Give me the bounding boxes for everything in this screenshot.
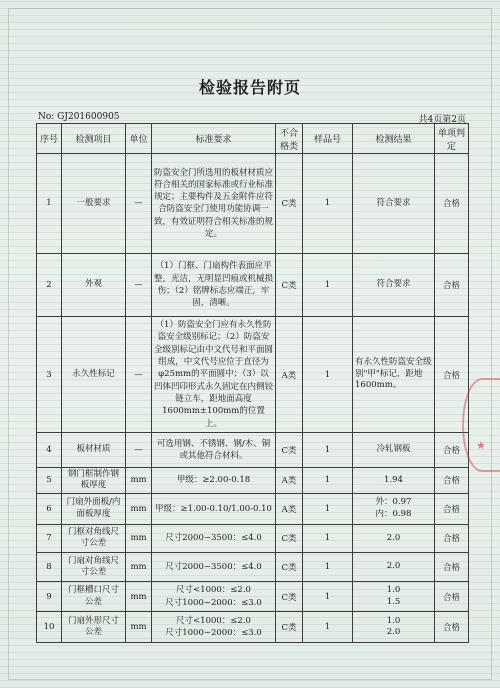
col-header-verdict: 单项判定 [435,124,469,154]
test-result: 有永久性防盗安全级别"甲"标记，距地1600mm。 [353,317,435,433]
test-result: 2.0 [353,524,435,553]
sample-number: 1 [303,433,353,468]
test-result: 2.0 [353,553,435,582]
table-row [37,581,469,612]
table-row [37,553,469,582]
standard-requirement: （1）防盗安全门应有永久性防盗安全级别标记；（2）防盗安全级别标记由中文代号和平面圆组成，中文代号应位于直径为φ25mm的平面圆中；（3）以凹体凹印形式永久固定在内侧铰链立车，距地面高度1600mm±100mm的位置上。 [152,317,276,433]
table-row [37,524,469,553]
test-result: 符合要求 [353,253,435,316]
inspection-stamp [462,378,500,472]
row-number: 7 [37,524,62,553]
item-verdict: 合格 [435,253,469,316]
item-verdict: 合格 [435,581,469,612]
sample-number: 1 [303,524,353,553]
unit: mm [126,581,152,612]
sample-number: 1 [303,467,353,493]
test-item: 门扇外面板/内面板厚度 [62,494,126,525]
test-result: 1.94 [353,467,435,493]
test-item: 门框对角线尺寸公差 [62,524,126,553]
standard-requirement: 甲级：≥2.00-0.18 [152,467,276,493]
test-item: 钢门框制作钢板厚度 [62,467,126,493]
unit: — [126,433,152,468]
nonconformity-class: C类 [276,612,303,643]
unit: mm [126,553,152,582]
col-header-requirement: 标准要求 [152,124,276,154]
unit: mm [126,612,152,643]
table-row [37,253,469,316]
test-item: 门扇对角线尺寸公差 [62,553,126,582]
item-verdict: 合格 [435,524,469,553]
unit: — [126,253,152,316]
sample-number: 1 [303,154,353,254]
unit: mm [126,524,152,553]
col-header-result: 检测结果 [353,124,435,154]
test-item: 门扇外形尺寸公差 [62,612,126,643]
table-row [37,433,469,468]
row-number: 9 [37,581,62,612]
item-verdict: 合格 [435,553,469,582]
sample-number: 1 [303,253,353,316]
test-item: 门框槽口尺寸公差 [62,581,126,612]
page-title: 检验报告附页 [198,78,301,97]
row-number: 2 [37,253,62,316]
nonconformity-class: A类 [276,467,303,493]
test-item: 永久性标记 [62,317,126,433]
test-result: 冷轧钢板 [353,433,435,468]
standard-requirement: （1）门框、门扇构件表面应平整，光洁，无明显凹痕或机械损伤；（2）铭牌标志应端正，牢固，清晰。 [152,253,276,316]
unit: — [126,154,152,254]
nonconformity-class: C类 [276,524,303,553]
sample-number: 1 [303,612,353,643]
row-number: 8 [37,553,62,582]
col-header-unit: 单位 [126,124,152,154]
col-header-class: 不合格类 [276,124,303,154]
test-item: 一般要求 [62,154,126,254]
table-row [37,467,469,493]
standard-requirement: 防盗安全门所选用的板材材质应符合相关的国家标准或行业标准规定；主要构件及五金附件应符合防盗安全门使用功能协调一致，有效证明符合相关标准的规定。 [152,154,276,254]
row-number: 10 [37,612,62,643]
nonconformity-class: C类 [276,253,303,316]
nonconformity-class: C类 [276,581,303,612]
test-result: 1.0 1.5 [353,581,435,612]
col-header-no: 序号 [37,124,62,154]
item-verdict: 合格 [435,433,469,468]
standard-requirement: 可选用钢、不锈钢、钢/木、铜或其他符合材料。 [152,433,276,468]
nonconformity-class: C类 [276,433,303,468]
test-item: 外观 [62,253,126,316]
sample-number: 1 [303,553,353,582]
unit: mm [126,494,152,525]
table-header-row [37,124,469,154]
row-number: 6 [37,494,62,525]
standard-requirement: 尺寸<1000：≤2.0 尺寸1000~2000：≤3.0 [152,612,276,643]
stamp-star-icon: ★ [476,439,486,452]
item-verdict: 合格 [435,612,469,643]
nonconformity-class: C类 [276,154,303,254]
col-header-item: 检测项目 [62,124,126,154]
standard-requirement: 尺寸2000~3500：≤4.0 [152,524,276,553]
table-row [37,154,469,254]
nonconformity-class: A类 [276,494,303,525]
nonconformity-class: C类 [276,553,303,582]
sample-number: 1 [303,494,353,525]
standard-requirement: 尺寸<1000：≤2.0 尺寸1000~2000：≤3.0 [152,581,276,612]
standard-requirement: 尺寸2000~3500：≤4.0 [152,553,276,582]
page-number: 共4页第2页 [418,115,466,125]
item-verdict: 合格 [435,154,469,254]
test-result: 1.0 2.0 [353,612,435,643]
inspection-table [36,123,469,643]
unit: mm [126,467,152,493]
row-number: 3 [37,317,62,433]
test-item: 板材材质 [62,433,126,468]
table-row [37,612,469,643]
unit: — [126,317,152,433]
standard-requirement: 甲级：≥1.00-0.10/1.00-0.10 [152,494,276,525]
row-number: 4 [37,433,62,468]
nonconformity-class: A类 [276,317,303,433]
report-number: No: GJ201600905 [38,112,120,122]
row-number: 1 [37,154,62,254]
test-result: 符合要求 [353,154,435,254]
item-verdict: 合格 [435,494,469,525]
table-row [37,317,469,433]
item-verdict: 合格 [435,317,469,433]
row-number: 5 [37,467,62,493]
sample-number: 1 [303,581,353,612]
table-row [37,494,469,525]
sample-number: 1 [303,317,353,433]
test-result: 外：0.97 内：0.98 [353,494,435,525]
col-header-sample: 样品号 [303,124,353,154]
item-verdict: 合格 [435,467,469,493]
